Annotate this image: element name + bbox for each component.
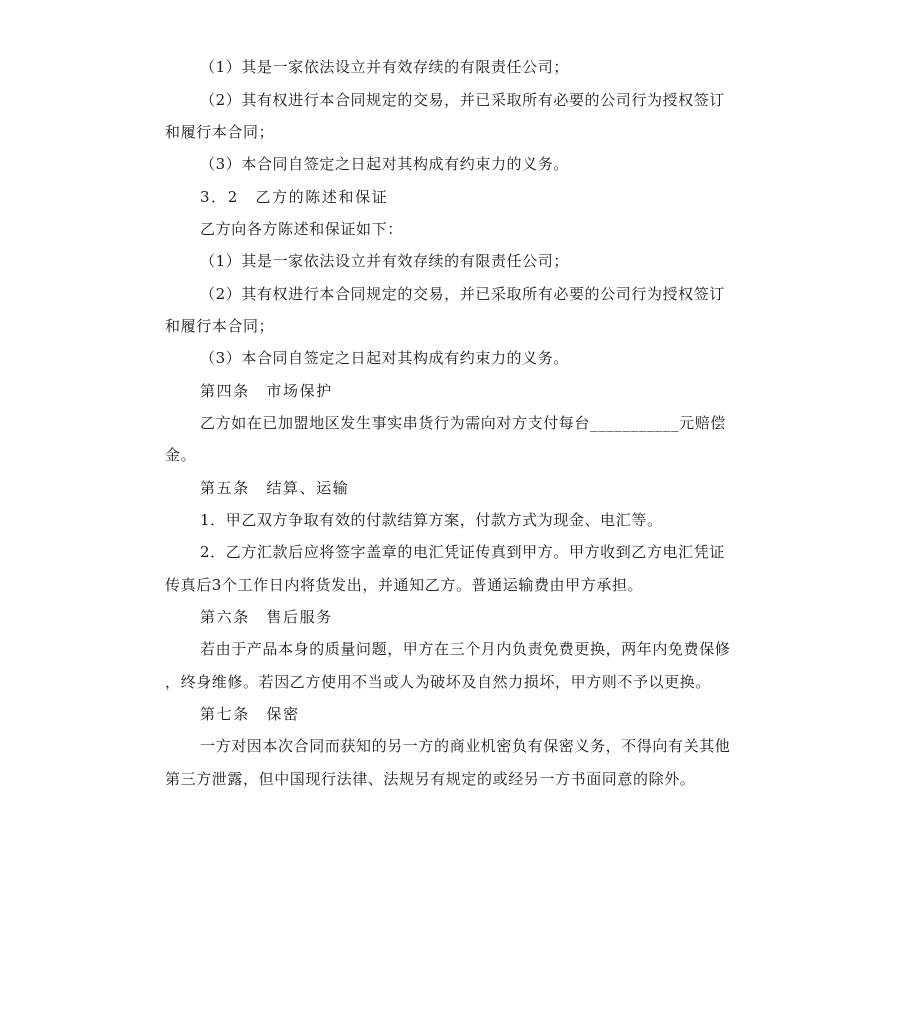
- clause-3-2-item-3: （3）本合同自签定之日起对其构成有约束力的义务。: [200, 349, 569, 367]
- article-6-body-cont: ，终身维修。若因乙方使用不当或人为破坏及自然力损坏，甲方则不予以更换。: [165, 673, 712, 691]
- clause-3-2-item-2-cont: 和履行本合同；: [165, 317, 275, 335]
- clause-3-2-heading: 3．2 乙方的陈述和保证: [200, 188, 389, 206]
- article-7-body-cont: 第三方泄露，但中国现行法律、法规另有规定的或经另一方书面同意的除外。: [165, 770, 696, 788]
- article-4-body-cont: 金。: [165, 446, 197, 464]
- clause-3-2-item-1: （1）其是一家依法设立并有效存续的有限责任公司；: [200, 252, 569, 270]
- clause-3-1-item-1: （1）其是一家依法设立并有效存续的有限责任公司；: [200, 58, 569, 76]
- article-7-heading: 第七条 保密: [200, 705, 300, 723]
- clause-3-2-item-2: （2）其有权进行本合同规定的交易，并已采取所有必要的公司行为授权签订: [200, 285, 725, 303]
- article-6-body: 若由于产品本身的质量问题，甲方在三个月内负责免费更换，两年内免费保修: [200, 640, 731, 658]
- clause-3-1-item-2-cont: 和履行本合同；: [165, 123, 275, 141]
- clause-3-2-intro: 乙方向各方陈述和保证如下：: [200, 220, 403, 238]
- clause-3-1-item-3: （3）本合同自签定之日起对其构成有约束力的义务。: [200, 155, 569, 173]
- article-4-heading: 第四条 市场保护: [200, 382, 333, 400]
- article-4-body: 乙方如在已加盟地区发生事实串货行为需向对方支付每台___________元赔偿: [200, 414, 726, 432]
- article-5-item-2-cont: 传真后3个工作日内将货发出，并通知乙方。普通运输费由甲方承担。: [165, 576, 644, 594]
- article-5-item-1: 1．甲乙双方争取有效的付款结算方案，付款方式为现金、电汇等。: [200, 511, 663, 529]
- article-6-heading: 第六条 售后服务: [200, 608, 333, 626]
- clause-3-1-item-2: （2）其有权进行本合同规定的交易，并已采取所有必要的公司行为授权签订: [200, 91, 725, 109]
- article-7-body: 一方对因本次合同而获知的另一方的商业机密负有保密义务，不得向有关其他: [200, 737, 731, 755]
- article-5-item-2: 2．乙方汇款后应将签字盖章的电汇凭证传真到甲方。甲方收到乙方电汇凭证: [200, 543, 725, 561]
- article-5-heading: 第五条 结算、运输: [200, 479, 350, 497]
